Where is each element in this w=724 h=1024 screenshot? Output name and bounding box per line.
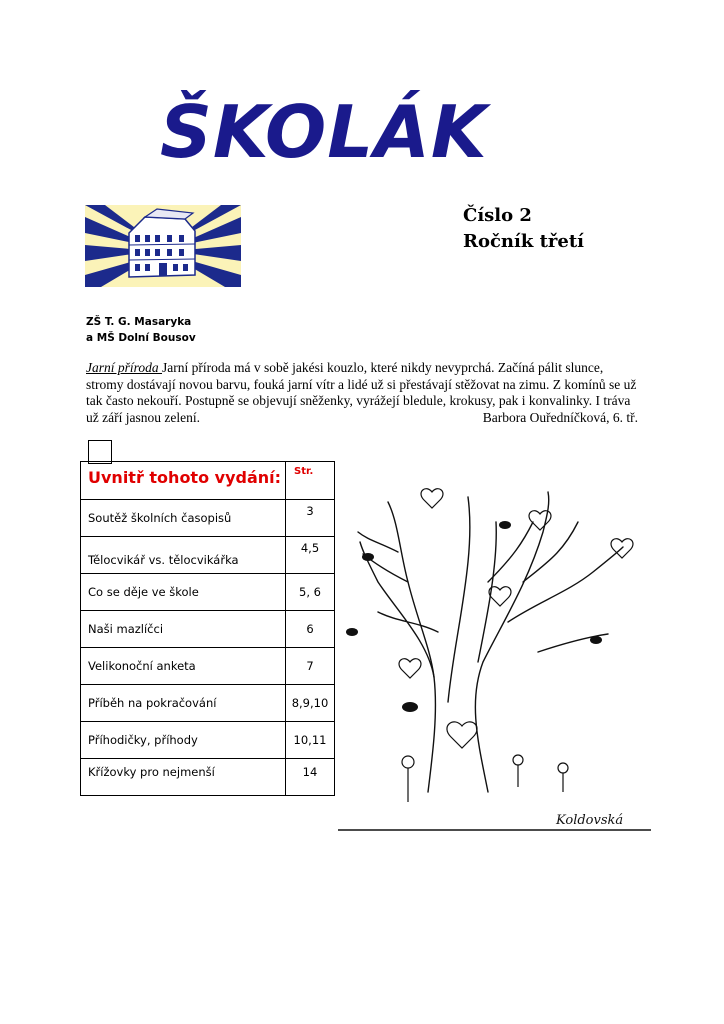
toc-item-page <box>286 685 335 722</box>
article-line: tak často nekouří. Postupně se objevují sněženky, vyrážejí bledule, krokusy, pak i konvalinky. I tráva <box>86 393 631 408</box>
article-spring-nature <box>86 360 638 426</box>
toc-title: Uvnitř tohoto vydání: <box>88 468 282 487</box>
article-author: Barbora Ouředníčková, 6. tř. <box>482 409 638 425</box>
toc-item <box>81 685 286 722</box>
toc-item-label: Velikonoční anketa <box>88 659 196 673</box>
toc-item-page-value: 6 <box>306 622 314 636</box>
toc-item <box>81 759 286 796</box>
toc-item <box>81 722 286 759</box>
table-row <box>81 648 335 685</box>
toc-item <box>81 537 286 574</box>
article-text: už září jasnou zelení. <box>86 409 200 425</box>
toc-item-page-value: 3 <box>306 504 314 518</box>
tree-branches <box>338 492 651 830</box>
heart-icon <box>399 489 633 748</box>
toc-item-page-value: 14 <box>302 765 318 779</box>
school-logo <box>85 205 241 287</box>
school-name: ZŠ T. G. Masaryka <box>86 316 192 328</box>
table-row <box>81 537 335 574</box>
toc-item <box>81 500 286 537</box>
toc-item-page-value: 5, 6 <box>299 585 321 599</box>
toc-item-label: Co se děje ve škole <box>88 585 199 599</box>
toc-heading-cell <box>81 462 286 500</box>
newsletter-title: ŠKOLÁK <box>160 90 488 174</box>
table-row <box>81 611 335 648</box>
tree-drawing <box>338 462 651 834</box>
article-text: Jarní příroda má v sobě jakési kouzlo, které nikdy nevyprchá. Začíná pálit slunce, <box>162 360 604 375</box>
toc-page-header-cell <box>286 462 335 500</box>
toc-item-page <box>286 722 335 759</box>
table-row <box>81 759 335 796</box>
toc-item <box>81 648 286 685</box>
toc-item-label: Naši mazlíčci <box>88 622 164 636</box>
issue-number: Číslo 2 <box>463 205 532 226</box>
bird-icon <box>346 521 602 712</box>
article-line: stromy dostávají novou barvu, fouká jarní vítr a lidé už si přestávají stěžovat na zimu. Z komínů se už <box>86 376 637 392</box>
table-row <box>81 500 335 537</box>
issue-volume: Ročník třetí <box>463 231 584 252</box>
toc-item-page-value: 7 <box>306 659 314 673</box>
toc-item-page <box>286 574 335 611</box>
toc-item <box>81 574 286 611</box>
article-heading: Jarní příroda <box>86 360 163 375</box>
toc-item-label: Křížovky pro nejmenší <box>88 765 215 779</box>
article-line <box>86 410 638 427</box>
toc-item-page <box>286 537 335 574</box>
toc-item-page <box>286 500 335 537</box>
table-row <box>81 685 335 722</box>
toc-item-label: Příhodičky, příhody <box>88 733 198 747</box>
toc-item-label: Tělocvikář vs. tělocvikářka <box>88 553 239 567</box>
table-row <box>81 462 335 500</box>
toc-page-header: Str. <box>294 466 314 477</box>
toc-item-page-value: 10,11 <box>293 733 327 747</box>
toc-item-page <box>286 648 335 685</box>
school-location: a MŠ Dolní Bousov <box>86 332 196 344</box>
table-of-contents <box>80 461 335 796</box>
toc-item-page <box>286 611 335 648</box>
artist-signature: Koldovská <box>556 813 624 828</box>
table-row <box>81 574 335 611</box>
toc-item-label: Soutěž školních časopisů <box>88 511 232 525</box>
toc-item-page-value: 8,9,10 <box>291 696 329 710</box>
article-line <box>86 360 638 377</box>
toc-item-page <box>286 759 335 796</box>
toc-item <box>81 611 286 648</box>
toc-item-label: Příběh na pokračování <box>88 696 217 710</box>
toc-item-page-value: 4,5 <box>300 541 320 555</box>
table-row <box>81 722 335 759</box>
